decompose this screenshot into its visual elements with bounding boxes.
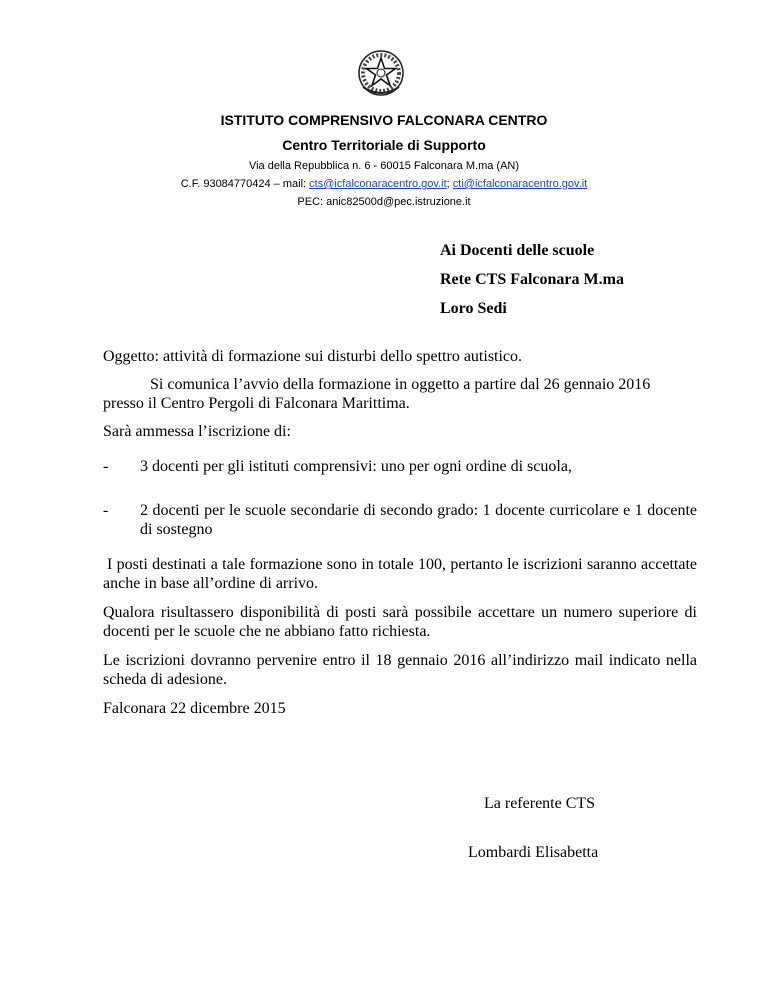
mail-cts-link[interactable]: cts@icfalconaracentro.gov.it bbox=[309, 178, 447, 190]
subject-line: Oggetto: attività di formazione sui disturbi dello spettro autistico. bbox=[103, 348, 523, 365]
institute-address: Via della Repubblica n. 6 - 60015 Falconara M.ma (AN) bbox=[248, 160, 520, 172]
bullet-1: 3 docenti per gli istituti comprensivi: uno per ogni ordine di scuola, bbox=[140, 458, 572, 475]
recipient-line-1: Ai Docenti delle scuole bbox=[440, 242, 595, 259]
recipient-line-2: Rete CTS Falconara M.ma bbox=[440, 271, 624, 288]
paragraph-4: Qualora risultassero disponibilità di posti sarà possibile accettare un numero superiore di docenti per le scuole che ne abbiano fatto richiesta. bbox=[103, 604, 697, 640]
paragraph-5: Le iscrizioni dovranno pervenire entro il 18 gennaio 2016 all’indirizzo mail indicato nella scheda di adesione. bbox=[103, 652, 697, 688]
bullet-2-text: 2 docenti per le scuole secondarie di secondo grado: 1 docente curricolare e 1 docente di sostegno bbox=[140, 502, 697, 538]
bullet-2 bbox=[140, 501, 697, 539]
paragraph-1-line-1: Si comunica l’avvio della formazione in oggetto a partire dal 26 gennaio 2016 bbox=[150, 376, 651, 393]
signature-name: Lombardi Elisabetta bbox=[468, 844, 599, 861]
paragraph-1-line-2: presso il Centro Pergoli di Falconara Marittima. bbox=[103, 395, 410, 412]
pec-line: PEC: anic82500d@pec.istruzione.it bbox=[297, 196, 471, 208]
paragraph-2: Sarà ammessa l’iscrizione di: bbox=[103, 423, 291, 440]
recipient-line-3: Loro Sedi bbox=[440, 300, 507, 317]
bullet-dash: - bbox=[103, 502, 109, 519]
fiscal-code-text: C.F. 93084770424 – mail: bbox=[180, 178, 310, 190]
mail-cti-link[interactable]: cti@icfalconaracentro.gov.it bbox=[452, 178, 588, 190]
contact-line bbox=[0, 178, 768, 190]
italian-republic-emblem-icon bbox=[355, 47, 407, 99]
center-name: Centro Territoriale di Supporto bbox=[282, 137, 486, 153]
bullet-dash: - bbox=[103, 458, 109, 475]
date-line: Falconara 22 dicembre 2015 bbox=[103, 700, 286, 717]
signature-role: La referente CTS bbox=[484, 795, 596, 812]
mail-separator: ; bbox=[446, 178, 453, 190]
institute-name: ISTITUTO COMPRENSIVO FALCONARA CENTRO bbox=[220, 112, 548, 128]
paragraph-3: I posti destinati a tale formazione sono in totale 100, pertanto le iscrizioni saranno accettate anche in base all’ordine di arrivo. bbox=[103, 556, 697, 592]
